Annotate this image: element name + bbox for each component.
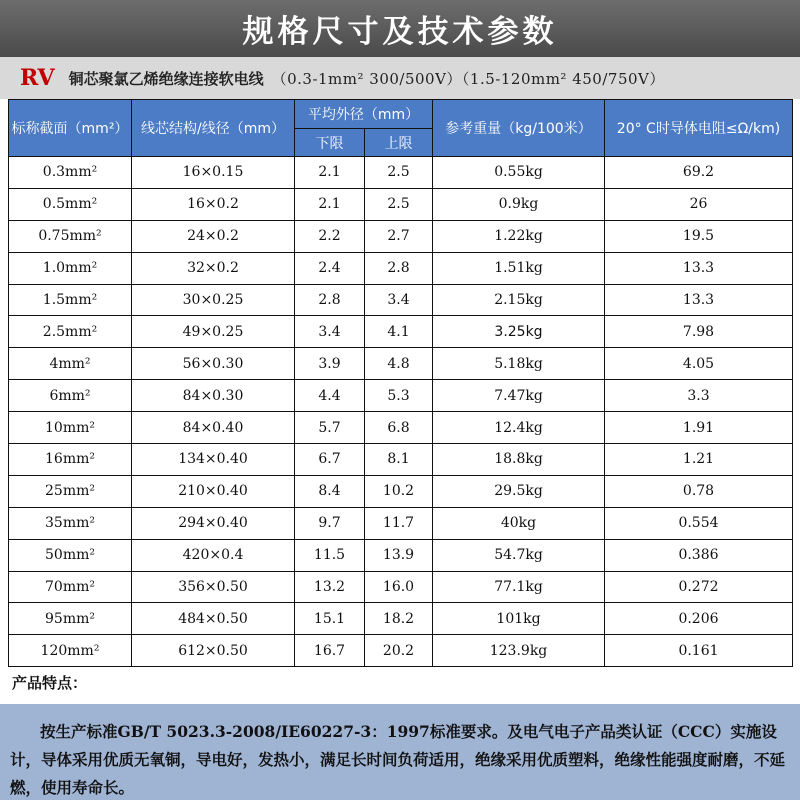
weight-cell: 18.8kg [433, 444, 605, 476]
weight-cell: 5.18kg [433, 348, 605, 380]
header-upper: 上限 [365, 129, 433, 157]
table-row [9, 539, 793, 571]
lower-diameter-cell: 15.1 [295, 603, 365, 635]
features-description: 按生产标准GB/T 5023.3-2008/IE60227-3：1997标准要求。及电气电子产品类认证（CCC）实施设计，导体采用优质无氧铜，导电好，发热小，满足长时间负荷适用，绝缘采用优质塑料，绝缘性能强度耐磨，不延燃，使用寿命长。 [0, 704, 800, 800]
lower-diameter-cell: 2.1 [295, 188, 365, 220]
product-name: 铜芯聚氯乙烯绝缘连接软电线 [68, 69, 264, 88]
upper-diameter-cell: 20.2 [365, 635, 433, 667]
lower-diameter-cell: 4.4 [295, 380, 365, 412]
resistance-cell: 26 [605, 188, 793, 220]
upper-diameter-cell: 10.2 [365, 475, 433, 507]
cross-section-cell: 0.75mm² [9, 220, 132, 252]
resistance-cell: 0.78 [605, 475, 793, 507]
spec-table-body [9, 157, 793, 667]
resistance-cell: 0.386 [605, 539, 793, 571]
weight-cell: 3.25kg [433, 316, 605, 348]
upper-diameter-cell: 6.8 [365, 412, 433, 444]
lower-diameter-cell: 2.8 [295, 284, 365, 316]
resistance-cell: 1.91 [605, 412, 793, 444]
lower-diameter-cell: 11.5 [295, 539, 365, 571]
cross-section-cell: 0.3mm² [9, 157, 132, 189]
table-row [9, 316, 793, 348]
upper-diameter-cell: 3.4 [365, 284, 433, 316]
page-title: 规格尺寸及技术参数 [242, 14, 558, 50]
resistance-cell: 0.161 [605, 635, 793, 667]
header-weight: 参考重量（kg/100米） [433, 100, 605, 157]
spec-table [8, 99, 793, 667]
upper-diameter-cell: 2.5 [365, 188, 433, 220]
lower-diameter-cell: 3.4 [295, 316, 365, 348]
cross-section-cell: 6mm² [9, 380, 132, 412]
cross-section-cell: 120mm² [9, 635, 132, 667]
cross-section-cell: 1.0mm² [9, 252, 132, 284]
header-structure: 线芯结构/线径（mm） [132, 100, 295, 157]
weight-cell: 1.22kg [433, 220, 605, 252]
structure-cell: 16×0.15 [132, 157, 295, 189]
table-row [9, 252, 793, 284]
structure-cell: 484×0.50 [132, 603, 295, 635]
table-row [9, 571, 793, 603]
upper-diameter-cell: 2.7 [365, 220, 433, 252]
upper-diameter-cell: 4.8 [365, 348, 433, 380]
resistance-cell: 0.206 [605, 603, 793, 635]
cross-section-cell: 50mm² [9, 539, 132, 571]
lower-diameter-cell: 6.7 [295, 444, 365, 476]
resistance-cell: 3.3 [605, 380, 793, 412]
lower-diameter-cell: 9.7 [295, 507, 365, 539]
weight-cell: 1.51kg [433, 252, 605, 284]
table-row [9, 188, 793, 220]
header-cross-section: 标称截面（mm²） [9, 100, 132, 157]
resistance-cell: 1.21 [605, 444, 793, 476]
table-row [9, 412, 793, 444]
resistance-cell: 0.272 [605, 571, 793, 603]
features-label: 产品特点： [12, 673, 88, 692]
structure-cell: 30×0.25 [132, 284, 295, 316]
structure-cell: 32×0.2 [132, 252, 295, 284]
lower-diameter-cell: 5.7 [295, 412, 365, 444]
title-banner [0, 0, 800, 57]
lower-diameter-cell: 2.4 [295, 252, 365, 284]
table-row [9, 444, 793, 476]
resistance-cell: 7.98 [605, 316, 793, 348]
resistance-cell: 0.554 [605, 507, 793, 539]
lower-diameter-cell: 8.4 [295, 475, 365, 507]
structure-cell: 24×0.2 [132, 220, 295, 252]
voltage-spec: （0.3-1mm² 300/500V）（1.5-120mm² 450/750V） [271, 69, 665, 88]
lower-diameter-cell: 2.2 [295, 220, 365, 252]
upper-diameter-cell: 16.0 [365, 571, 433, 603]
product-subtitle [0, 57, 800, 99]
structure-cell: 210×0.40 [132, 475, 295, 507]
structure-cell: 84×0.30 [132, 380, 295, 412]
structure-cell: 612×0.50 [132, 635, 295, 667]
cross-section-cell: 4mm² [9, 348, 132, 380]
header-resistance: 20° C时导体电阻≤Ω/km) [605, 100, 793, 157]
weight-cell: 12.4kg [433, 412, 605, 444]
weight-cell: 40kg [433, 507, 605, 539]
cross-section-cell: 16mm² [9, 444, 132, 476]
weight-cell: 0.9kg [433, 188, 605, 220]
structure-cell: 49×0.25 [132, 316, 295, 348]
upper-diameter-cell: 8.1 [365, 444, 433, 476]
upper-diameter-cell: 18.2 [365, 603, 433, 635]
cross-section-cell: 0.5mm² [9, 188, 132, 220]
table-row [9, 348, 793, 380]
lower-diameter-cell: 13.2 [295, 571, 365, 603]
resistance-cell: 19.5 [605, 220, 793, 252]
weight-cell: 77.1kg [433, 571, 605, 603]
cross-section-cell: 10mm² [9, 412, 132, 444]
cross-section-cell: 1.5mm² [9, 284, 132, 316]
cross-section-cell: 95mm² [9, 603, 132, 635]
model-code: RV [20, 65, 55, 91]
structure-cell: 420×0.4 [132, 539, 295, 571]
lower-diameter-cell: 16.7 [295, 635, 365, 667]
header-outer-diameter: 平均外径（mm） [295, 100, 433, 129]
table-row [9, 284, 793, 316]
table-row [9, 380, 793, 412]
table-row [9, 157, 793, 189]
upper-diameter-cell: 2.8 [365, 252, 433, 284]
upper-diameter-cell: 13.9 [365, 539, 433, 571]
structure-cell: 56×0.30 [132, 348, 295, 380]
resistance-cell: 13.3 [605, 252, 793, 284]
upper-diameter-cell: 4.1 [365, 316, 433, 348]
lower-diameter-cell: 3.9 [295, 348, 365, 380]
weight-cell: 29.5kg [433, 475, 605, 507]
upper-diameter-cell: 5.3 [365, 380, 433, 412]
structure-cell: 134×0.40 [132, 444, 295, 476]
structure-cell: 356×0.50 [132, 571, 295, 603]
resistance-cell: 4.05 [605, 348, 793, 380]
upper-diameter-cell: 11.7 [365, 507, 433, 539]
cross-section-cell: 70mm² [9, 571, 132, 603]
upper-diameter-cell: 2.5 [365, 157, 433, 189]
table-row [9, 507, 793, 539]
lower-diameter-cell: 2.1 [295, 157, 365, 189]
table-row [9, 603, 793, 635]
weight-cell: 2.15kg [433, 284, 605, 316]
weight-cell: 7.47kg [433, 380, 605, 412]
structure-cell: 294×0.40 [132, 507, 295, 539]
structure-cell: 16×0.2 [132, 188, 295, 220]
table-row [9, 475, 793, 507]
weight-cell: 123.9kg [433, 635, 605, 667]
table-row [9, 220, 793, 252]
weight-cell: 101kg [433, 603, 605, 635]
structure-cell: 84×0.40 [132, 412, 295, 444]
weight-cell: 54.7kg [433, 539, 605, 571]
resistance-cell: 69.2 [605, 157, 793, 189]
cross-section-cell: 25mm² [9, 475, 132, 507]
cross-section-cell: 2.5mm² [9, 316, 132, 348]
resistance-cell: 13.3 [605, 284, 793, 316]
cross-section-cell: 35mm² [9, 507, 132, 539]
weight-cell: 0.55kg [433, 157, 605, 189]
header-lower: 下限 [295, 129, 365, 157]
